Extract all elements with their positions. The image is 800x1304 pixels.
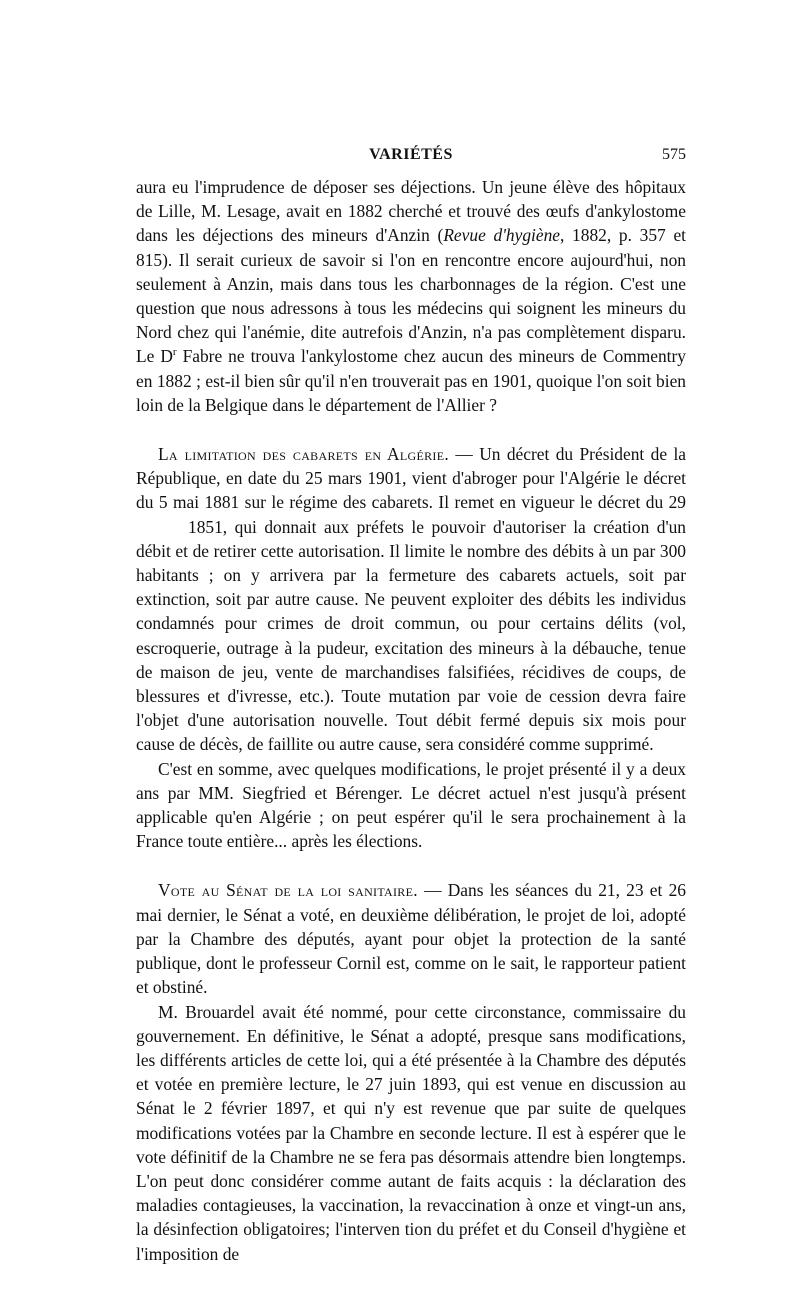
doctor-superscript: r xyxy=(172,346,177,359)
paragraph-senat-2: M. Brouardel avait été nommé, pour cette circonstance, commissaire du gouvernement. En définitive, le Sénat a adopté, presque sans modifications, les différents articles de cette loi, qui a été présentée à la Chambre des députés et votée en première lecture, le 27 juin 1893, qui est venue en discussion au Sénat le 2 février 1897, et qui n'y est revenue que par suite de quelques modifications votées par la Chambre en seconde lecture. Il est à espérer que le vote définitif de la Chambre ne se fera pas désormais attendre bien longtemps. L'on peut donc considérer comme autant de faits acquis : la déclaration des maladies contagieuses, la vaccination, la revaccination à onze et vingt-un ans, la désinfection obligatoires; l'interven tion du préfet et du Conseil d'hygiène et l'imposition de xyxy=(136,1001,686,1264)
page-body xyxy=(136,175,686,1266)
text-run: Fabre ne trouva l'ankylostome chez aucun des mineurs de Commentry en 1882 ; est-il bien sûr qu'il n'en trouverait pas en 1901, quoique l'on soit bien loin de la Belgique dans le département de l'Allier ? xyxy=(136,346,686,415)
journal-title: Revue d'hygiène xyxy=(443,225,560,246)
text-run: 1851, qui donnait aux préfets le pouvoir d'autoriser la création d'un débit et de retirer cette autorisation. Il limite le nombre des débits à un par 300 habitants ; on y arrivera par la fermeture des cabarets actuels, soit par extinction, soit par autre cause. Ne peuvent exploiter des débits les individus condamnés pour crimes de droit commun, ou pour certains délits (vol, escroquerie, outrage à la pudeur, excitation des mineurs à la débauche, tenue de maison de jeu, vente de marchandises falsifiées, récidives de coups, de blessures et d'ivresse, etc.). Toute mutation par voie de cession devra faire l'objet d'une autorisation nouvelle. Tout débit fermé depuis six mois pour cause de décès, de faillite ou autre cause, sera considéré comme supprimé. xyxy=(136,516,686,755)
section-senat xyxy=(136,878,686,1265)
paragraph-cabarets-2: C'est en somme, avec quelques modifications, le projet présenté il y a deux ans par MM. Siegfried et Bérenger. Le décret actuel n'est jusqu'à présent applicable qu'en Algérie ; on peut espérer qu'il le sera prochainement à la France toute entière... après les élections. xyxy=(136,758,686,852)
paragraph-ankylostome xyxy=(136,175,686,417)
paragraph-cabarets-1 xyxy=(136,442,686,757)
section-cabarets xyxy=(136,442,686,853)
text-run: , 1882, p. 357 et 815). Il serait curieux de savoir si l'on en rencontre encore aujourd'hui, non seulement à Anzin, mais dans tous les charbonnages de la région. C'est une question que nous adressons à tous les médecins qui soignent les mineurs du Nord chez qui l'anémie, dite autrefois d'Anzin, n'a pas complètement disparu. Le D xyxy=(136,225,687,367)
page-number: 575 xyxy=(662,146,686,163)
section-heading-cabarets: La limitation des cabarets en Algérie. xyxy=(158,444,449,465)
text-run: aura eu l'imprudence de déposer ses déjections. Un jeune élève des hôpitaux de Lille, M. Lesage, avait en 1882 cherché et trouvé des œufs d'ankylostome dans les déjections des mineurs d'Anzin ( xyxy=(136,177,686,246)
running-header xyxy=(136,146,686,170)
section-heading-senat: Vote au Sénat de la loi sanitaire. xyxy=(158,880,418,901)
text-run: — Dans les séances du 21, 23 et 26 mai dernier, le Sénat a voté, en deuxième délibération, le projet de loi, adopté par la Chambre des députés, ayant pour objet la protection de la santé publique, dont le professeur Cornil est, comme on le sait, le rapporteur patient et obstiné. xyxy=(136,880,686,998)
running-title: VARIÉTÉS xyxy=(369,146,453,163)
paragraph-senat-1 xyxy=(136,878,686,999)
text-run: — Un décret du Président de la République, en date du 25 mars 1901, vient d'abroger pour l'Algérie le décret du 5 mai 1881 sur le régime des cabarets. Il remet en vigueur le décret du 29 xyxy=(136,444,686,513)
